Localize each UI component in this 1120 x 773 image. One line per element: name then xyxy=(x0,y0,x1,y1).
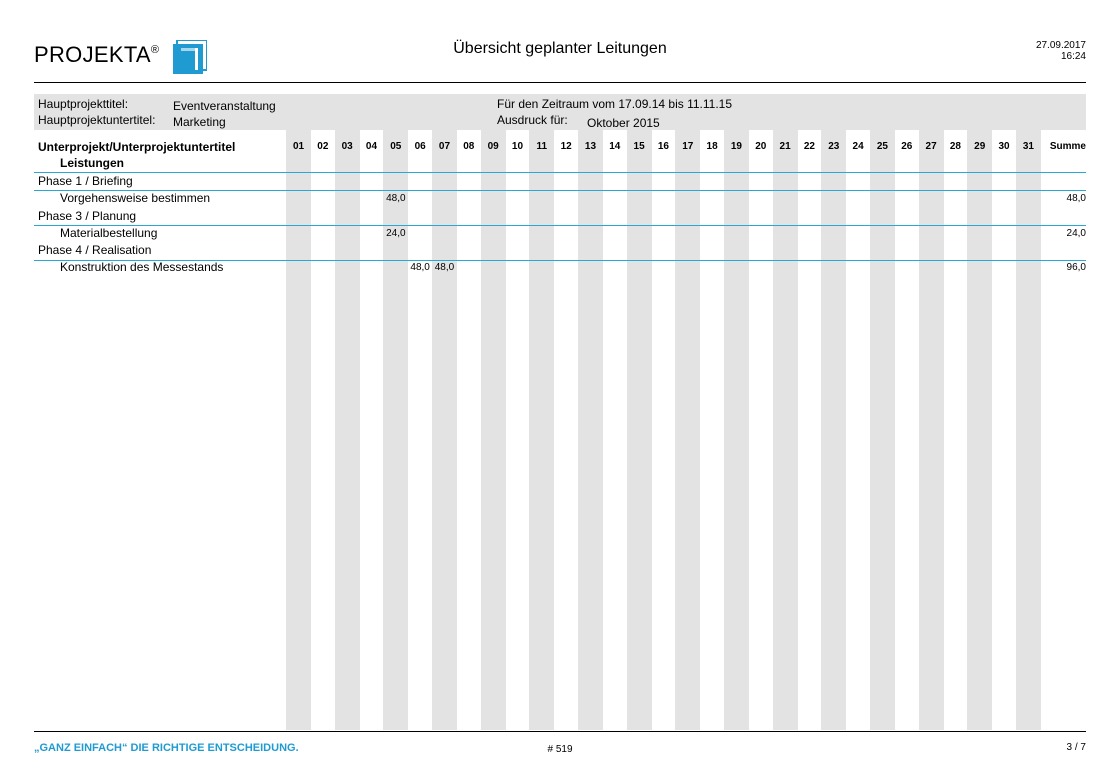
footer-slogan: „GANZ EINFACH“ DIE RICHTIGE ENTSCHEIDUNG. xyxy=(34,742,299,754)
row-sum: 24,0 xyxy=(1066,228,1086,239)
day-header: 25 xyxy=(876,141,888,152)
day-header: 23 xyxy=(828,141,840,152)
day-header: 21 xyxy=(779,141,791,152)
day-header: 07 xyxy=(438,141,451,152)
day-value: 48,0 xyxy=(410,262,430,273)
sum-header: Summe xyxy=(1049,141,1086,152)
day-header: 14 xyxy=(609,141,621,152)
day-header: 22 xyxy=(803,141,815,152)
day-value: 48,0 xyxy=(434,262,455,273)
main-title-value: Eventveranstaltung xyxy=(173,99,276,113)
page-id: # 519 xyxy=(547,744,573,755)
day-header: 13 xyxy=(584,141,597,152)
day-value: 48,0 xyxy=(386,193,406,204)
day-header: 03 xyxy=(341,141,353,152)
sub-title-label: Hauptprojektuntertitel: xyxy=(38,113,156,127)
day-header: 31 xyxy=(1022,141,1034,152)
day-header: 15 xyxy=(633,141,645,152)
day-header: 26 xyxy=(901,141,913,152)
report-time: 16:24 xyxy=(1060,51,1086,62)
services-header: Leistungen xyxy=(60,156,125,170)
sub-title-value: Marketing xyxy=(173,115,226,129)
day-header: 11 xyxy=(536,141,548,152)
phase-label: Phase 4 / Realisation xyxy=(38,243,152,257)
row-sum: 96,0 xyxy=(1066,262,1086,273)
day-header: 24 xyxy=(852,141,864,152)
day-header: 18 xyxy=(706,141,718,152)
day-header: 08 xyxy=(463,141,475,152)
service-label: Materialbestellung xyxy=(60,226,158,240)
subproject-header: Unterprojekt/Unterprojektuntertitel xyxy=(38,140,236,154)
service-label: Konstruktion des Messestands xyxy=(60,260,224,274)
day-header: 28 xyxy=(949,141,961,152)
footer-rule xyxy=(34,731,1086,732)
day-header: 06 xyxy=(414,141,426,152)
phase-label: Phase 1 / Briefing xyxy=(38,174,133,188)
row-separator xyxy=(34,225,1086,226)
row-separator xyxy=(34,172,1086,173)
report-datetime xyxy=(1036,40,1086,62)
day-header: 30 xyxy=(998,141,1010,152)
day-value: 24,0 xyxy=(386,228,406,239)
day-header: 12 xyxy=(560,141,572,152)
day-header: 19 xyxy=(730,141,742,152)
main-title-label: Hauptprojekttitel: xyxy=(38,97,129,111)
row-sum: 48,0 xyxy=(1066,193,1086,204)
print-for-value: Oktober 2015 xyxy=(587,116,660,130)
day-header: 04 xyxy=(365,141,378,152)
page-number: 3 / 7 xyxy=(1066,742,1086,753)
service-label: Vorgehensweise bestimmen xyxy=(60,191,211,205)
logo-text: PROJEKTA® xyxy=(34,42,160,67)
print-for-label: Ausdruck für: xyxy=(497,113,568,127)
day-header: 27 xyxy=(925,141,937,152)
phase-label: Phase 3 / Planung xyxy=(38,209,137,223)
day-header: 10 xyxy=(511,141,524,152)
day-header: 09 xyxy=(487,141,499,152)
day-header: 02 xyxy=(317,141,329,152)
report-title: Übersicht geplanter Leitungen xyxy=(453,40,667,57)
day-header: 17 xyxy=(682,141,694,152)
day-header: 01 xyxy=(292,141,305,152)
report-date: 27.09.2017 xyxy=(1035,40,1086,51)
day-header: 20 xyxy=(755,141,767,152)
period-text: Für den Zeitraum vom 17.09.14 bis 11.11.15 xyxy=(497,97,733,111)
day-header: 16 xyxy=(657,141,669,152)
header-rule xyxy=(34,82,1086,83)
day-header: 05 xyxy=(390,141,402,152)
day-header: 29 xyxy=(974,141,986,152)
